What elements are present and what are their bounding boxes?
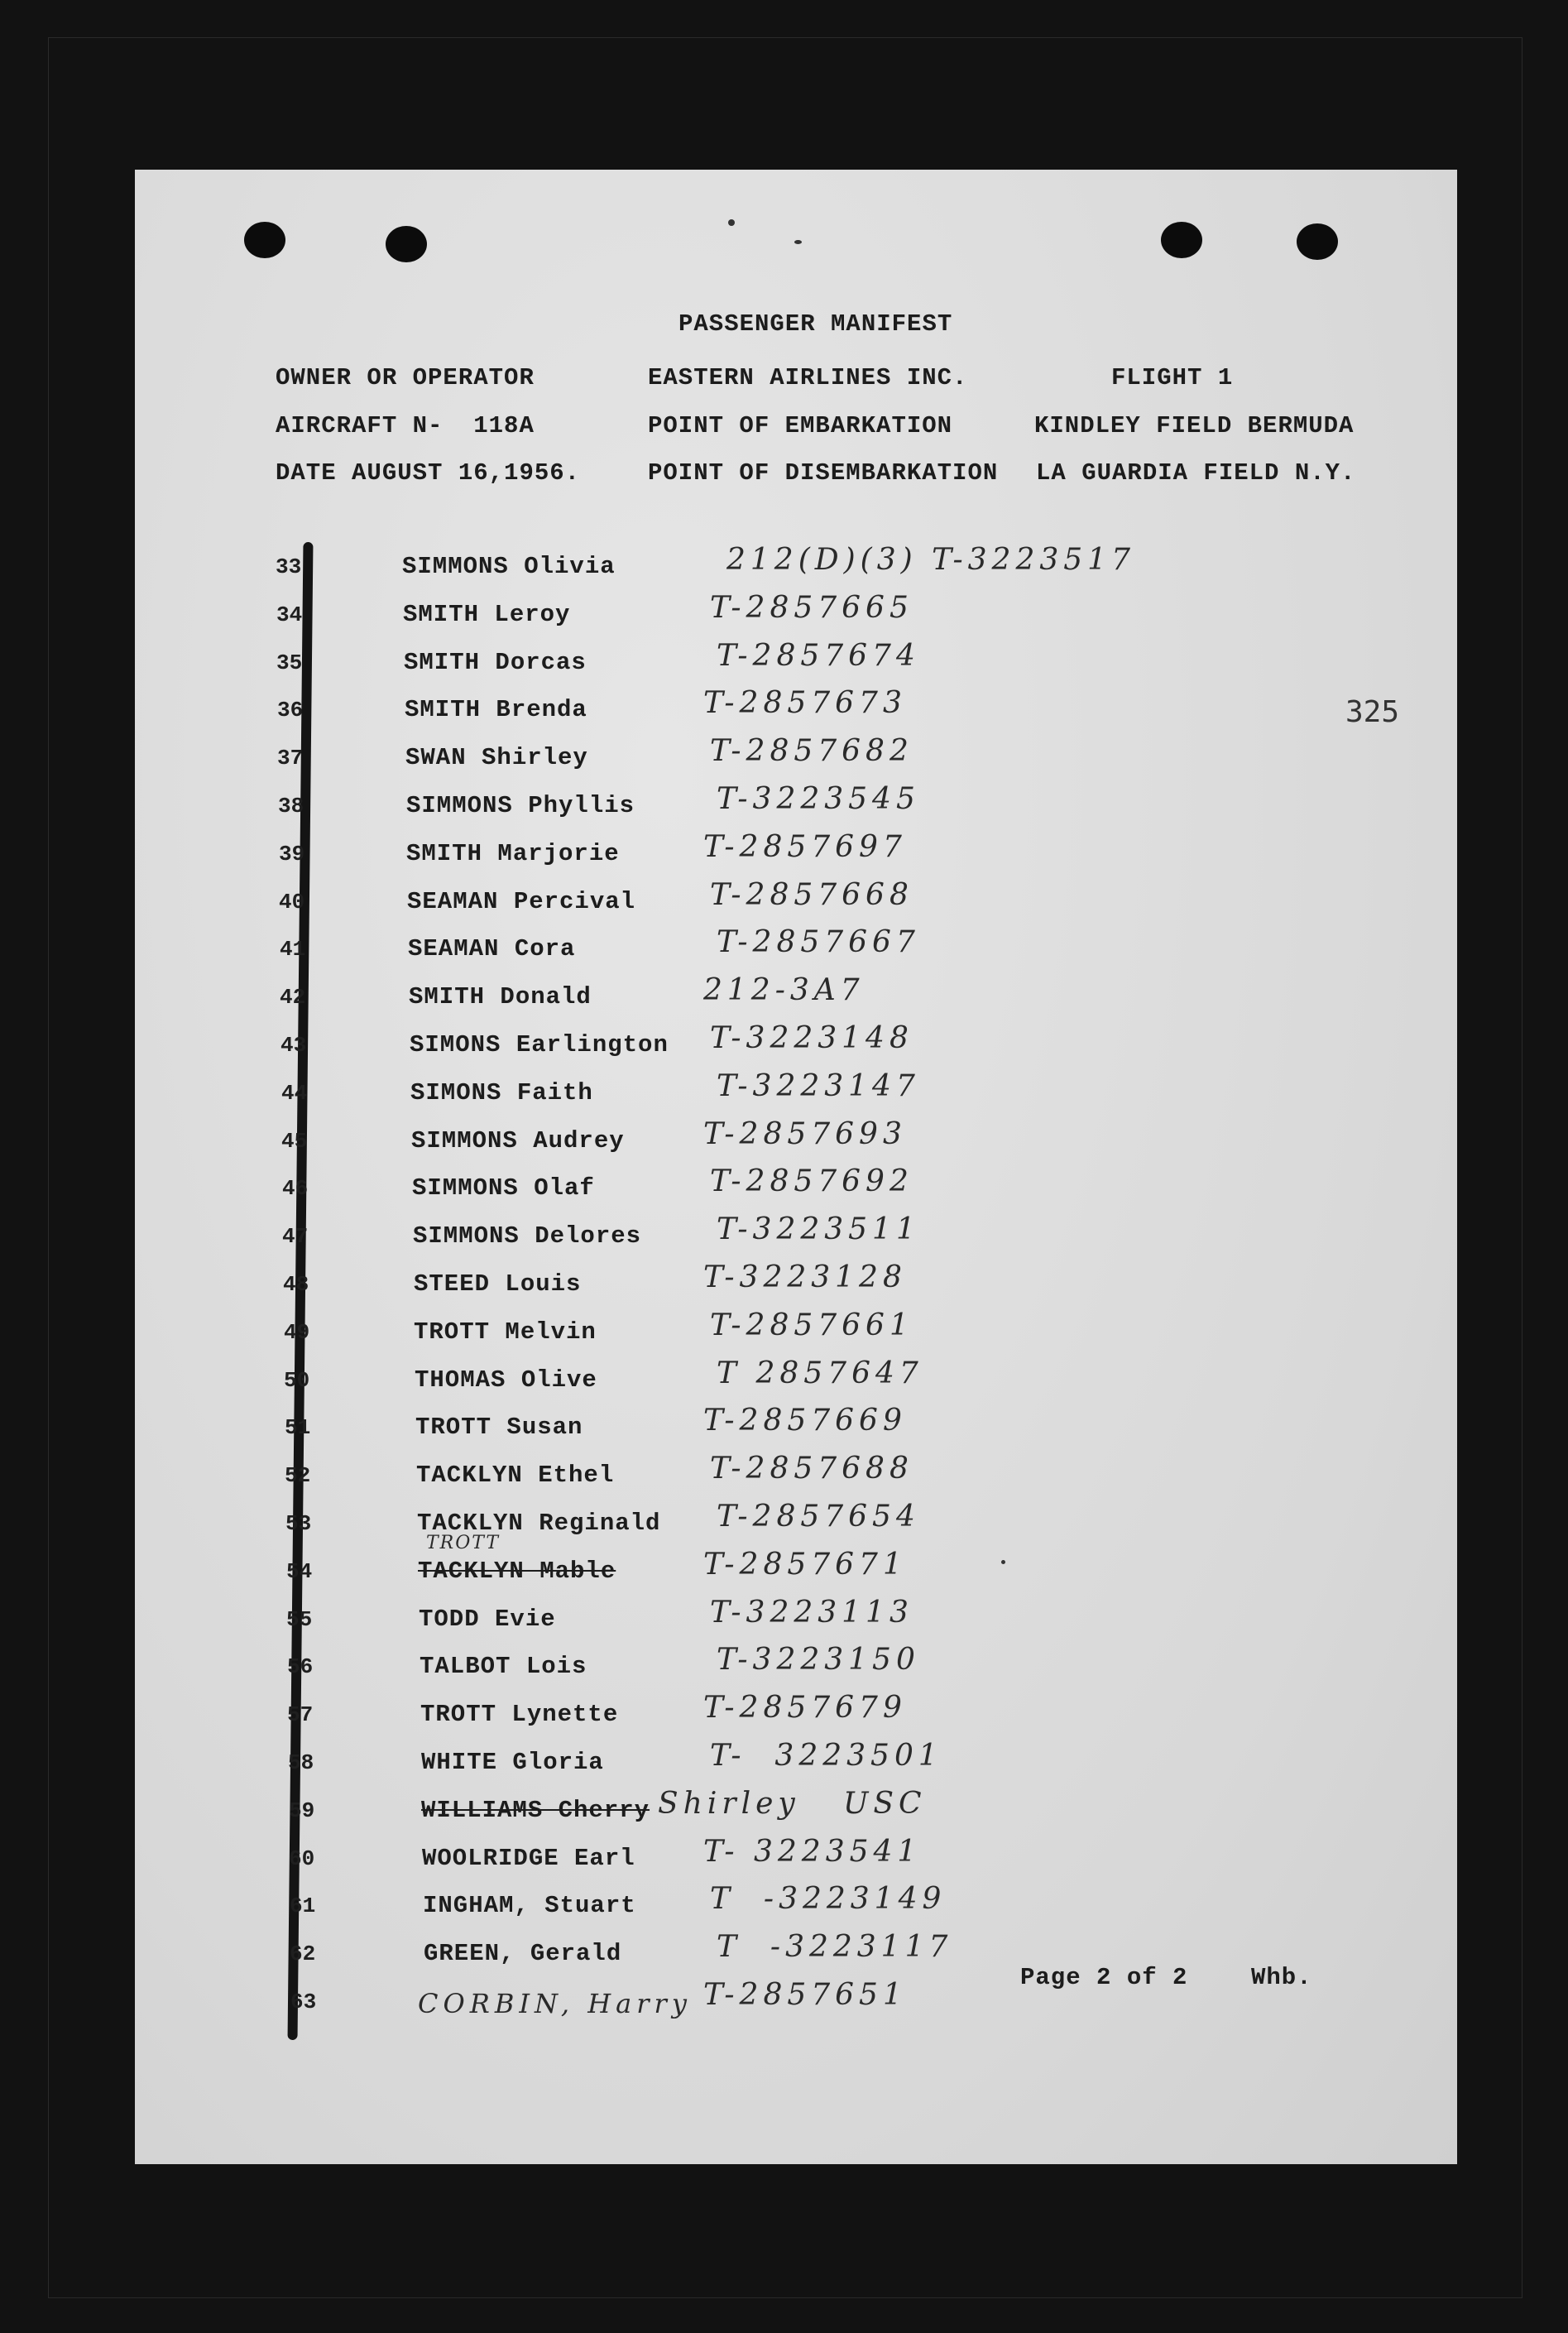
speck — [1001, 1560, 1005, 1564]
passenger-name: SWAN Shirley — [405, 744, 588, 771]
ticket-number: T-3223113 — [710, 1596, 913, 1630]
row-number: 38 — [278, 794, 304, 818]
passenger-name: TACKLYN Reginald — [417, 1510, 661, 1537]
ticket-number: T -3223149 — [710, 1882, 947, 1916]
passenger-name: STEED Louis — [414, 1270, 582, 1298]
ticket-number: T-2857668 — [710, 878, 913, 912]
row-number: 36 — [277, 698, 304, 722]
ticket-number: T-2857693 — [703, 1117, 907, 1151]
passenger-name: THOMAS Olive — [415, 1366, 597, 1394]
name-correction: TROTT — [426, 1533, 501, 1553]
ticket-number: T-2857697 — [703, 830, 907, 864]
disembarkation-point: LA GUARDIA FIELD N.Y. — [1036, 459, 1356, 487]
side-page-number: 325 — [1345, 695, 1400, 729]
ticket-number: T-2857682 — [710, 734, 913, 768]
ticket-number: T-2857661 — [710, 1308, 913, 1342]
document-title: PASSENGER MANIFEST — [679, 310, 953, 338]
ticket-number: T-3223148 — [710, 1021, 913, 1055]
passenger-name: TACKLYN Ethel — [416, 1462, 615, 1489]
passenger-name: SIMMONS Olivia — [402, 553, 616, 580]
passenger-name: TACKLYN Mable — [418, 1558, 616, 1585]
passenger-name: WHITE Gloria — [421, 1749, 604, 1776]
row-number: 34 — [276, 602, 303, 627]
embarkation-label: POINT OF EMBARKATION — [648, 412, 953, 439]
ticket-number: T-2857673 — [703, 686, 907, 720]
row-number: 43 — [281, 1033, 307, 1058]
punch-hole — [244, 222, 285, 258]
row-number: 50 — [284, 1368, 310, 1393]
ticket-number: T-2857671 — [703, 1548, 907, 1582]
passenger-name: CORBIN, Harry — [418, 1988, 692, 2019]
passenger-name: SMITH Leroy — [403, 601, 571, 628]
ticket-number: T-3223147 — [717, 1069, 920, 1103]
passenger-name: TROTT Lynette — [420, 1701, 619, 1728]
passenger-name: SMITH Brenda — [405, 696, 587, 723]
embarkation-point: KINDLEY FIELD BERMUDA — [1034, 412, 1355, 439]
row-number: 49 — [284, 1320, 310, 1345]
row-number: 58 — [288, 1750, 314, 1775]
ticket-number: T-2857654 — [717, 1500, 920, 1534]
row-number: 40 — [279, 890, 305, 914]
row-number: 37 — [277, 746, 304, 770]
row-number: 54 — [286, 1559, 313, 1584]
ticket-number: T- 3223501 — [710, 1739, 942, 1773]
ticket-number: T-2857692 — [710, 1164, 913, 1198]
disembarkation-label: POINT OF DISEMBARKATION — [648, 459, 999, 487]
page-indicator: Page 2 of 2 — [1020, 1964, 1188, 1991]
punch-hole — [386, 226, 427, 262]
row-number: 33 — [276, 554, 302, 579]
ticket-number: T 2857647 — [717, 1356, 923, 1390]
aircraft-label: AIRCRAFT N- 118A — [276, 412, 535, 439]
flight-number: FLIGHT 1 — [1111, 364, 1234, 391]
row-number: 45 — [281, 1129, 308, 1154]
passenger-name: SIMMONS Olaf — [412, 1174, 595, 1202]
passenger-name: TODD Evie — [419, 1606, 556, 1633]
ticket-number: T-2857679 — [703, 1691, 907, 1725]
ticket-number: 212(D)(3) T-3223517 — [726, 543, 1135, 577]
airline-name: EASTERN AIRLINES INC. — [648, 364, 968, 391]
passenger-name: SIMMONS Delores — [413, 1222, 642, 1250]
ticket-number: T-2857674 — [717, 639, 920, 673]
passenger-name: SEAMAN Percival — [407, 888, 636, 915]
passenger-name: SMITH Marjorie — [406, 840, 620, 867]
row-number: 35 — [276, 650, 303, 675]
row-number: 44 — [281, 1081, 308, 1106]
passenger-name: TROTT Melvin — [414, 1318, 597, 1346]
row-number: 63 — [290, 1990, 317, 2014]
row-number: 53 — [285, 1511, 312, 1536]
row-number: 60 — [289, 1846, 315, 1871]
row-number: 57 — [287, 1702, 314, 1727]
passenger-name: SIMONS Earlington — [410, 1031, 669, 1058]
row-number: 51 — [285, 1415, 311, 1440]
passenger-name: GREEN, Gerald — [424, 1940, 622, 1967]
row-number: 55 — [286, 1607, 313, 1632]
passenger-name: SMITH Dorcas — [404, 649, 587, 676]
ticket-number: T-2857688 — [710, 1452, 913, 1486]
owner-label: OWNER OR OPERATOR — [276, 364, 535, 391]
punch-hole — [1297, 223, 1338, 260]
row-number: 59 — [289, 1798, 315, 1823]
ticket-number: T-2857665 — [710, 591, 913, 625]
passenger-name: SEAMAN Cora — [408, 935, 576, 962]
row-number: 48 — [283, 1272, 309, 1297]
ticket-number: 212-3A7 — [703, 973, 865, 1007]
row-number: 52 — [285, 1463, 311, 1488]
clerk-initials: Whb. — [1251, 1964, 1312, 1991]
passenger-name: WOOLRIDGE Earl — [422, 1845, 635, 1872]
date-label: DATE AUGUST 16,1956. — [276, 459, 581, 487]
ticket-number: T -3223117 — [717, 1930, 953, 1964]
row-number: 62 — [290, 1942, 316, 1966]
row-number: 56 — [287, 1654, 314, 1679]
row-number: 61 — [290, 1894, 316, 1918]
row-number: 42 — [280, 985, 306, 1010]
ticket-number: T-3223150 — [717, 1643, 920, 1677]
passenger-name: SMITH Donald — [409, 983, 592, 1010]
ticket-number: T-3223511 — [717, 1212, 920, 1246]
passenger-name: TROTT Susan — [415, 1414, 583, 1441]
punch-hole — [1161, 222, 1202, 258]
speck — [794, 240, 802, 244]
passenger-name: TALBOT Lois — [420, 1653, 587, 1680]
row-number: 41 — [280, 937, 306, 962]
passenger-name: SIMONS Faith — [410, 1079, 593, 1106]
ticket-number: T- 3223541 — [703, 1835, 922, 1869]
ticket-number: T-3223128 — [703, 1260, 907, 1294]
ticket-number: T-2857667 — [717, 925, 920, 959]
row-number: 47 — [282, 1224, 309, 1249]
speck — [728, 219, 735, 226]
ticket-number: T-2857651 — [703, 1978, 907, 2012]
row-number: 46 — [282, 1176, 309, 1201]
passenger-name: INGHAM, Stuart — [423, 1892, 636, 1919]
ticket-number: T-2857669 — [703, 1404, 907, 1438]
ticket-number: Shirley USC — [658, 1787, 927, 1821]
passenger-name: SIMMONS Audrey — [411, 1127, 625, 1154]
row-number: 39 — [279, 842, 305, 866]
ticket-number: T-3223545 — [717, 782, 920, 816]
passenger-name: WILLIAMS Cherry — [421, 1797, 650, 1824]
passenger-name: SIMMONS Phyllis — [406, 792, 635, 819]
